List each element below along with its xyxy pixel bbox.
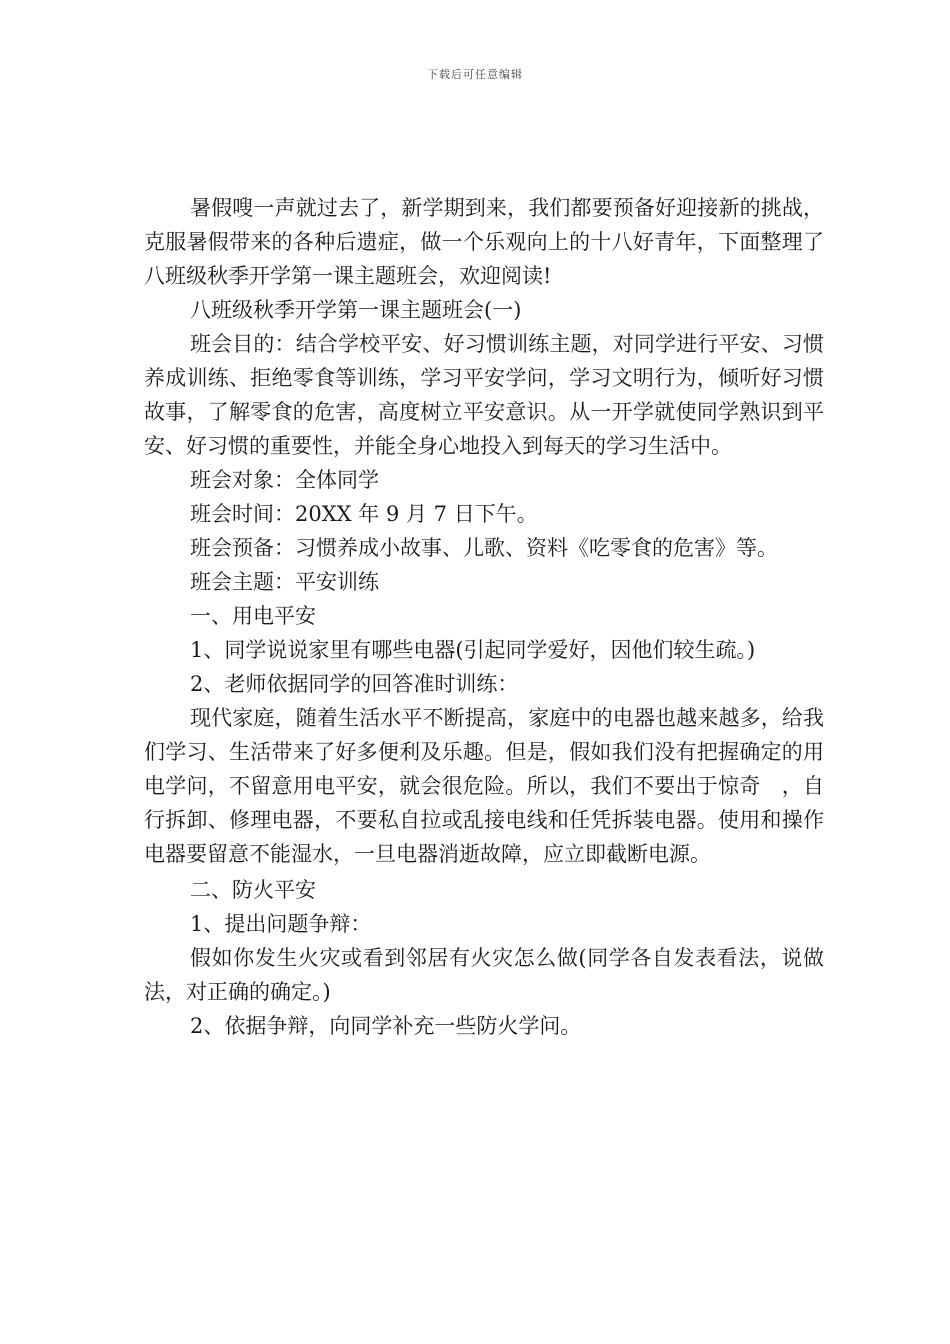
intro-paragraph: 暑假嗖一声就过去了，新学期到来，我们都要预备好迎接新的挑战，克服暑假带来的各种后遗症，做一个乐观向上的十八好青年，下面整理了八班级秋季开学第一课主题班会，欢迎阅读!	[144, 196, 824, 288]
section-title: 八班级秋季开学第一课主题班会(一)	[190, 298, 522, 322]
electric-safety-paragraph: 现代家庭，随着生活水平不断提高，家庭中的电器也越来越多，给我们学习、生活带来了好多便利及乐趣。但是，假如我们没有把握确定的用电学问，不留意用电平安，就会很危险。所以，我们不要出于惊奇 ，自行拆卸、修理电器，不要私自拉或乱接电线和任凭拆装电器。使用和操作电器要留意不能湿水，一旦电器消逝故障，应立即截断电源。	[144, 706, 824, 866]
heading-electric-safety: 一、用电平安	[190, 604, 316, 628]
meeting-audience: 班会对象：全体同学	[190, 468, 379, 492]
meeting-purpose: 班会目的：结合学校平安、好习惯训练主题，对同学进行平安、习惯养成训练、拒绝零食等训练，学习平安学问，学习文明行为，倾听好习惯故事，了解零食的危害，高度树立平安意识。从一开学就使同学熟识到平安、好习惯的重要性，并能全身心地投入到每天的学习生活中。	[144, 332, 824, 458]
list-item: 2、老师依据同学的回答准时训练：	[190, 672, 519, 696]
meeting-theme: 班会主题：平安训练	[190, 570, 379, 594]
header-note: 下载后可任意编辑	[427, 68, 523, 81]
heading-fire-safety: 二、防火平安	[190, 878, 316, 902]
document-body	[144, 191, 824, 1043]
fire-question-paragraph: 假如你发生火灾或看到邻居有火灾怎么做(同学各自发表看法，说做法，对正确的确定。)	[144, 946, 824, 1004]
meeting-preparation: 班会预备：习惯养成小故事、儿歌、资料《吃零食的危害》等。	[190, 536, 778, 560]
list-item: 1、同学说说家里有哪些电器(引起同学爱好，因他们较生疏。)	[190, 638, 756, 662]
list-item: 2、依据争辩，向同学补充一些防火学问。	[190, 1014, 582, 1038]
meeting-time: 班会时间：20XX 年 9 月 7 日下午。	[190, 502, 538, 526]
list-item: 1、提出问题争辩：	[190, 912, 372, 936]
